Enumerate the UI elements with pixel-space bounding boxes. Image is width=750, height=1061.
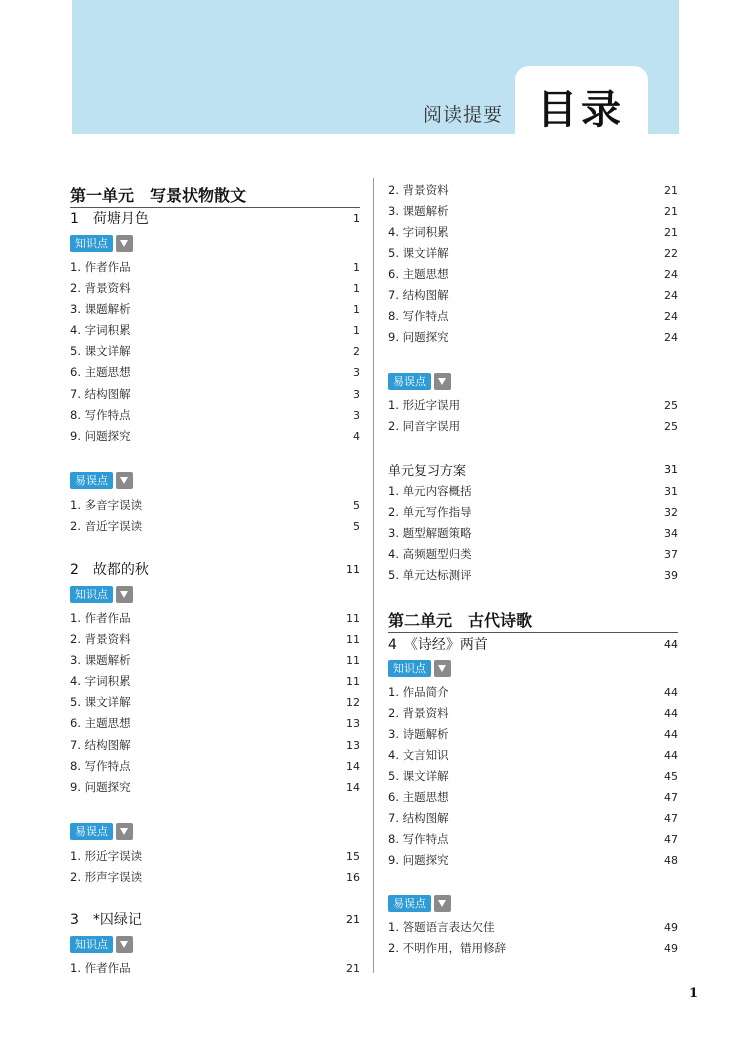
triangle-down-icon	[116, 586, 133, 603]
toc-item[interactable]	[70, 518, 360, 534]
toc-item-page: 25	[664, 419, 678, 433]
toc-item[interactable]	[70, 694, 360, 710]
toc-item-label: 7. 结构图解	[388, 811, 449, 825]
toc-item[interactable]	[70, 610, 360, 626]
toc-item-page: 24	[664, 309, 678, 323]
toc-item-label: 2. 背景资料	[70, 281, 131, 295]
toc-item[interactable]	[70, 960, 360, 976]
toc-item-label: 4. 字词积累	[70, 674, 131, 688]
toc-item-page: 5	[353, 498, 360, 512]
toc-item-label: 6. 主题思想	[70, 716, 131, 730]
toc-item-label: 9. 问题探究	[388, 330, 449, 344]
toc-item-label: 9. 问题探究	[70, 429, 131, 443]
toc-item-page: 1	[353, 281, 360, 295]
toc-item-page: 49	[664, 941, 678, 955]
toc-item-label: 8. 写作特点	[70, 408, 131, 422]
toc-item-page: 1	[353, 323, 360, 337]
toc-item-page: 5	[353, 519, 360, 533]
toc-item[interactable]	[388, 567, 678, 583]
toc-item-label: 2. 同音字误用	[388, 419, 461, 433]
toc-item-page: 4	[353, 429, 360, 443]
toc-item[interactable]	[70, 428, 360, 444]
toc-item-page: 13	[346, 716, 360, 730]
tag-label: 知识点	[70, 235, 113, 252]
toc-item[interactable]	[70, 259, 360, 275]
toc-item-page: 1	[353, 260, 360, 274]
toc-item-page: 14	[346, 759, 360, 773]
tag-label: 易误点	[388, 373, 431, 390]
toc-item-page: 45	[664, 769, 678, 783]
column-divider	[373, 178, 374, 973]
toc-item[interactable]	[388, 308, 678, 324]
toc-item-label: 5. 课文详解	[70, 695, 131, 709]
lesson-title: 1 荷塘月色	[70, 211, 149, 227]
toc-item[interactable]	[70, 779, 360, 795]
toc-item[interactable]	[388, 245, 678, 261]
toc-item-page: 22	[664, 246, 678, 260]
toc-item[interactable]	[70, 673, 360, 689]
knowledge-tag	[70, 935, 133, 953]
toc-item[interactable]	[70, 715, 360, 731]
toc-item-label: 1. 作品简介	[388, 685, 449, 699]
toc-item-page: 13	[346, 738, 360, 752]
tag-label: 知识点	[388, 660, 431, 677]
toc-item[interactable]	[70, 322, 360, 338]
toc-item[interactable]	[70, 301, 360, 317]
toc-item[interactable]	[70, 652, 360, 668]
tag-label: 知识点	[70, 586, 113, 603]
toc-item-label: 4. 字词积累	[70, 323, 131, 337]
toc-item[interactable]	[388, 329, 678, 345]
toc-item[interactable]	[70, 364, 360, 380]
toc-item-label: 8. 写作特点	[388, 309, 449, 323]
page-title: 目录	[537, 87, 625, 133]
lesson-title: 4 《诗经》两首	[388, 637, 488, 653]
toc-item-label: 1. 单元内容概括	[388, 484, 472, 498]
toc-item[interactable]	[388, 747, 678, 763]
toc-item-page: 24	[664, 288, 678, 302]
toc-item-label: 3. 题型解题策略	[388, 526, 472, 540]
toc-item[interactable]	[388, 810, 678, 826]
toc-item-page: 47	[664, 832, 678, 846]
toc-item[interactable]	[70, 631, 360, 647]
lesson-page: 21	[346, 912, 360, 926]
unit-2-title: 第二单元 古代诗歌	[388, 608, 678, 633]
toc-item-label: 4. 文言知识	[388, 748, 449, 762]
toc-item-page: 3	[353, 365, 360, 379]
toc-item-label: 5. 课文详解	[388, 769, 449, 783]
toc-item-label: 2. 背景资料	[388, 183, 449, 197]
toc-item-label: 6. 主题思想	[70, 365, 131, 379]
error-tag	[388, 372, 451, 390]
toc-item-label: 3. 诗题解析	[388, 727, 449, 741]
toc-item-label: 7. 结构图解	[70, 738, 131, 752]
toc-item-label: 2. 单元写作指导	[388, 505, 472, 519]
toc-item[interactable]	[388, 852, 678, 868]
toc-item-page: 21	[664, 225, 678, 239]
toc-item-label: 4. 字词积累	[388, 225, 449, 239]
toc-item-label: 3. 课题解析	[70, 302, 131, 316]
toc-item[interactable]	[388, 831, 678, 847]
knowledge-tag	[70, 585, 133, 603]
toc-item-page: 31	[664, 484, 678, 498]
tag-label: 知识点	[70, 936, 113, 953]
toc-item[interactable]	[388, 546, 678, 562]
toc-item[interactable]	[388, 266, 678, 282]
toc-item[interactable]	[70, 869, 360, 885]
knowledge-tag	[388, 659, 451, 677]
toc-item-label: 5. 单元达标测评	[388, 568, 472, 582]
toc-item[interactable]	[388, 182, 678, 198]
toc-item-label: 4. 高频题型归类	[388, 547, 472, 561]
toc-item-label: 1. 作者作品	[70, 961, 131, 975]
toc-item-page: 2	[353, 344, 360, 358]
toc-item-label: 9. 问题探究	[388, 853, 449, 867]
toc-item-page: 16	[346, 870, 360, 884]
lesson-1-heading[interactable]	[70, 208, 360, 228]
tag-label: 易误点	[70, 823, 113, 840]
toc-item[interactable]	[388, 768, 678, 784]
toc-item-page: 37	[664, 547, 678, 561]
toc-item-label: 9. 问题探究	[70, 780, 131, 794]
toc-item-label: 3. 课题解析	[70, 653, 131, 667]
toc-item[interactable]	[70, 280, 360, 296]
lesson-page: 11	[346, 562, 360, 576]
knowledge-tag	[70, 234, 133, 252]
lesson-title: 3 *囚绿记	[70, 912, 142, 928]
toc-item-page: 48	[664, 853, 678, 867]
unit-1-title: 第一单元 写景状物散文	[70, 183, 360, 208]
triangle-down-icon	[434, 895, 451, 912]
error-tag	[70, 471, 133, 489]
toc-item[interactable]	[388, 224, 678, 240]
toc-item-label: 7. 结构图解	[388, 288, 449, 302]
toc-item-page: 15	[346, 849, 360, 863]
triangle-down-icon	[116, 936, 133, 953]
toc-item-label: 1. 形近字误读	[70, 849, 143, 863]
toc-item-label: 6. 主题思想	[388, 267, 449, 281]
toc-item-label: 6. 主题思想	[388, 790, 449, 804]
toc-item[interactable]	[70, 497, 360, 513]
toc-item[interactable]	[388, 203, 678, 219]
toc-item[interactable]	[388, 705, 678, 721]
toc-item-page: 44	[664, 748, 678, 762]
toc-item[interactable]	[70, 737, 360, 753]
triangle-down-icon	[116, 472, 133, 489]
toc-item-page: 11	[346, 653, 360, 667]
toc-item[interactable]	[70, 343, 360, 359]
toc-item-page: 44	[664, 727, 678, 741]
toc-item-page: 49	[664, 920, 678, 934]
toc-item-label: 2. 音近字误读	[70, 519, 143, 533]
error-tag	[388, 894, 451, 912]
toc-item[interactable]	[388, 418, 678, 434]
toc-item-page: 24	[664, 267, 678, 281]
toc-item-page: 21	[664, 204, 678, 218]
unit-review-heading[interactable]: 单元复习方案 31	[388, 462, 678, 479]
toc-item-page: 11	[346, 674, 360, 688]
toc-item[interactable]	[388, 483, 678, 499]
toc-item-page: 47	[664, 790, 678, 804]
toc-item-label: 1. 作者作品	[70, 260, 131, 274]
toc-item[interactable]	[388, 684, 678, 700]
toc-item[interactable]	[70, 407, 360, 423]
toc-item-label: 5. 课文详解	[70, 344, 131, 358]
toc-item-page: 21	[346, 961, 360, 975]
toc-item-label: 2. 形声字误读	[70, 870, 143, 884]
triangle-down-icon	[434, 373, 451, 390]
toc-item-page: 44	[664, 685, 678, 699]
toc-item-page: 32	[664, 505, 678, 519]
lesson-4-heading[interactable]	[388, 634, 678, 654]
toc-item-label: 1. 形近字误用	[388, 398, 461, 412]
toc-item-page: 3	[353, 387, 360, 401]
page-number: 1	[689, 986, 699, 1001]
toc-item-page: 47	[664, 811, 678, 825]
toc-item[interactable]	[388, 287, 678, 303]
toc-item-page: 25	[664, 398, 678, 412]
toc-item-page: 44	[664, 706, 678, 720]
toc-item[interactable]	[388, 726, 678, 742]
toc-item-page: 14	[346, 780, 360, 794]
lesson-page: 44	[664, 637, 678, 651]
toc-item-label: 8. 写作特点	[388, 832, 449, 846]
toc-item-label: 2. 背景资料	[388, 706, 449, 720]
toc-item-page: 34	[664, 526, 678, 540]
toc-item-page: 11	[346, 632, 360, 646]
toc-item[interactable]	[388, 397, 678, 413]
toc-item-label: 1. 作者作品	[70, 611, 131, 625]
toc-item-label: 2. 不明作用，错用修辞	[388, 941, 507, 955]
triangle-down-icon	[434, 660, 451, 677]
toc-item-label: 2. 背景资料	[70, 632, 131, 646]
toc-item-label: 5. 课文详解	[388, 246, 449, 260]
toc-item[interactable]	[70, 758, 360, 774]
tag-label: 易误点	[70, 472, 113, 489]
toc-item-page: 39	[664, 568, 678, 582]
triangle-down-icon	[116, 823, 133, 840]
toc-item[interactable]	[388, 525, 678, 541]
toc-item-label: 7. 结构图解	[70, 387, 131, 401]
toc-item-page: 24	[664, 330, 678, 344]
reading-tips-label: 阅读提要	[423, 104, 504, 126]
toc-item-page: 1	[353, 302, 360, 316]
toc-item-label: 8. 写作特点	[70, 759, 131, 773]
toc-item[interactable]	[388, 919, 678, 935]
toc-item-page: 21	[664, 183, 678, 197]
toc-item-label: 3. 课题解析	[388, 204, 449, 218]
toc-item-page: 11	[346, 611, 360, 625]
error-tag	[70, 822, 133, 840]
toc-item[interactable]	[388, 504, 678, 520]
lesson-2-heading[interactable]	[70, 559, 360, 579]
lesson-page: 1	[353, 211, 360, 225]
toc-item[interactable]	[388, 940, 678, 956]
toc-item-page: 3	[353, 408, 360, 422]
toc-item[interactable]	[70, 848, 360, 864]
toc-item[interactable]	[388, 789, 678, 805]
toc-item-label: 1. 多音字误读	[70, 498, 143, 512]
toc-item[interactable]	[70, 386, 360, 402]
triangle-down-icon	[116, 235, 133, 252]
lesson-3-heading[interactable]	[70, 909, 360, 929]
tag-label: 易误点	[388, 895, 431, 912]
lesson-title: 2 故都的秋	[70, 562, 149, 578]
toc-item-label: 1. 答题语言表达欠佳	[388, 920, 495, 934]
toc-item-page: 12	[346, 695, 360, 709]
